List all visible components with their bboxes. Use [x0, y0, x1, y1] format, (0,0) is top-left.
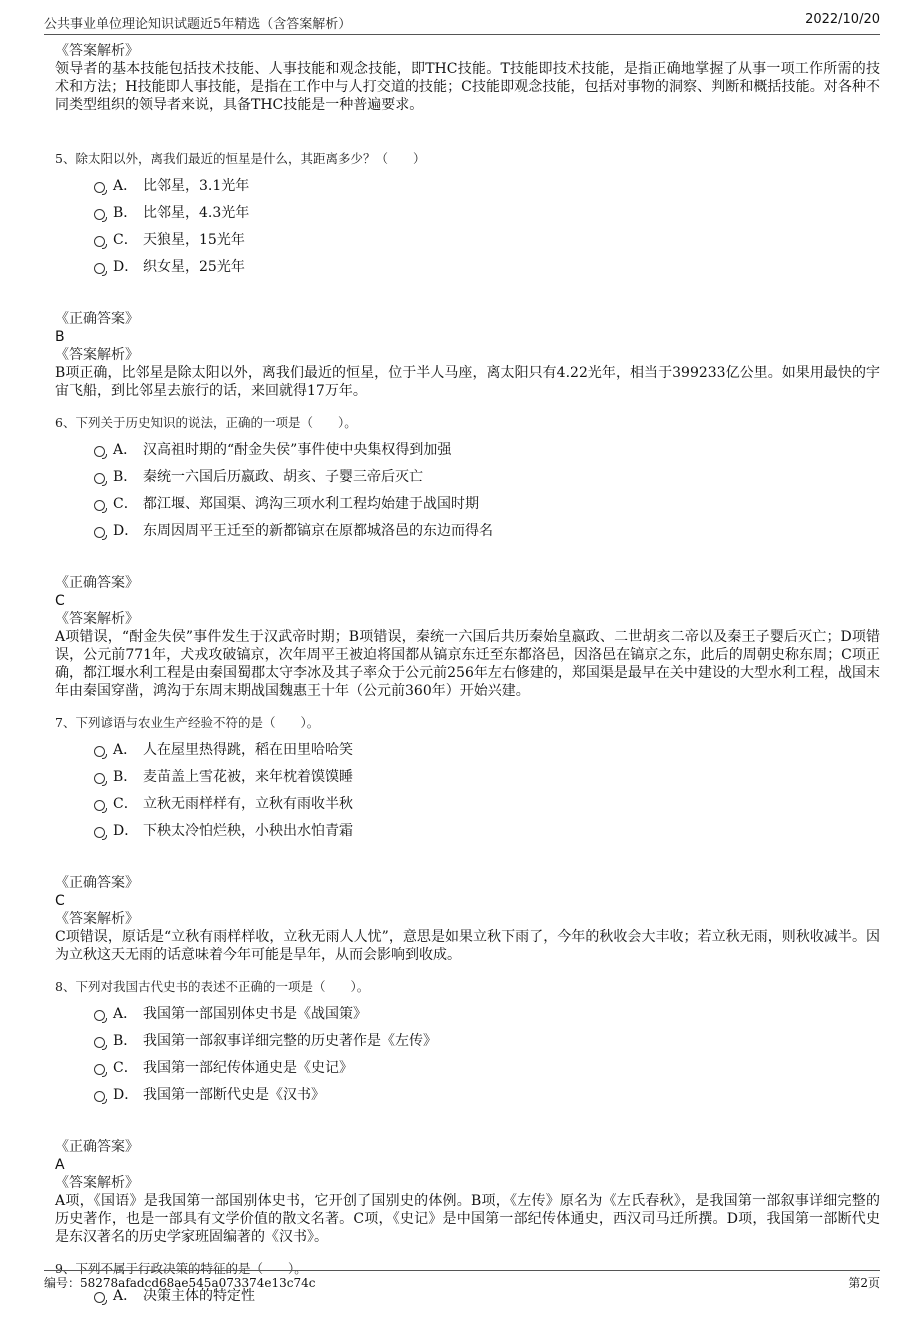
- option-b[interactable]: [55, 201, 880, 228]
- option-text: 我国第一部国别体史书是《战国策》: [143, 1006, 367, 1022]
- option-text: 比邻星，4.3光年: [143, 205, 250, 221]
- correct-answer-label: 《正确答案》: [55, 875, 139, 891]
- option-text: 我国第一部纪传体通史是《史记》: [143, 1060, 353, 1076]
- option-b[interactable]: [55, 465, 880, 492]
- option-letter: A．: [113, 442, 138, 458]
- option-c[interactable]: [55, 228, 880, 255]
- option-a[interactable]: [55, 174, 880, 201]
- correct-answer: C: [55, 593, 65, 609]
- option-letter: B．: [113, 205, 138, 221]
- radio-icon[interactable]: [94, 236, 105, 247]
- correct-answer: A: [55, 1157, 65, 1173]
- radio-icon[interactable]: [94, 827, 105, 838]
- radio-icon[interactable]: [94, 182, 105, 193]
- radio-icon[interactable]: [94, 800, 105, 811]
- option-b[interactable]: [55, 765, 880, 792]
- option-c[interactable]: [55, 492, 880, 519]
- question-6: [55, 414, 880, 700]
- option-list: [55, 438, 880, 546]
- option-letter: A．: [113, 1288, 138, 1304]
- option-a[interactable]: [55, 1002, 880, 1029]
- option-text: 下秧太冷怕烂秧，小秧出水怕青霜: [143, 823, 353, 839]
- option-letter: C．: [113, 496, 138, 512]
- radio-icon[interactable]: [94, 1091, 105, 1102]
- analysis-label: 《答案解析》: [55, 347, 139, 363]
- page-header: [44, 8, 880, 35]
- option-text: 麦苗盖上雪花被，来年枕着馍馍睡: [143, 769, 353, 785]
- option-text: 我国第一部叙事详细完整的历史著作是《左传》: [143, 1033, 437, 1049]
- page-footer: [44, 1270, 880, 1290]
- option-text: 织女星，25光年: [143, 259, 245, 275]
- option-list: [55, 738, 880, 846]
- option-text: 人在屋里热得跳，稻在田里哈哈笑: [143, 742, 353, 758]
- intro-analysis: [55, 42, 880, 114]
- option-text: 决策主体的特定性: [143, 1288, 255, 1304]
- option-letter: B．: [113, 769, 138, 785]
- question-stem: 8、下列对我国古代史书的表述不正确的一项是（ ）。: [55, 979, 370, 994]
- option-text: 我国第一部断代史是《汉书》: [143, 1087, 325, 1103]
- analysis-label: 《答案解析》: [55, 611, 139, 627]
- analysis-label: 《答案解析》: [55, 43, 139, 59]
- radio-icon[interactable]: [94, 1037, 105, 1048]
- radio-icon[interactable]: [94, 1292, 105, 1303]
- option-letter: C．: [113, 796, 138, 812]
- option-c[interactable]: [55, 1056, 880, 1083]
- option-letter: D．: [113, 823, 139, 839]
- radio-icon[interactable]: [94, 773, 105, 784]
- analysis-label: 《答案解析》: [55, 911, 139, 927]
- option-d[interactable]: [55, 255, 880, 282]
- option-b[interactable]: [55, 1029, 880, 1056]
- option-letter: A．: [113, 1006, 138, 1022]
- option-letter: B．: [113, 1033, 138, 1049]
- radio-icon[interactable]: [94, 746, 105, 757]
- correct-answer-label: 《正确答案》: [55, 1139, 139, 1155]
- option-text: 秦统一六国后历嬴政、胡亥、子婴三帝后灭亡: [143, 469, 423, 485]
- option-letter: C．: [113, 232, 138, 248]
- option-text: 东周因周平王迁至的新都镐京在原都城洛邑的东边而得名: [143, 523, 493, 539]
- question-8: [55, 978, 880, 1246]
- option-d[interactable]: [55, 819, 880, 846]
- correct-answer: B: [55, 329, 65, 345]
- option-a[interactable]: [55, 438, 880, 465]
- correct-answer: C: [55, 893, 65, 909]
- option-letter: D．: [113, 1087, 139, 1103]
- option-letter: B．: [113, 469, 138, 485]
- option-list: [55, 174, 880, 282]
- option-c[interactable]: [55, 792, 880, 819]
- question-stem: 6、下列关于历史知识的说法，正确的一项是（ ）。: [55, 415, 357, 430]
- radio-icon[interactable]: [94, 209, 105, 220]
- option-a[interactable]: [55, 738, 880, 765]
- option-letter: D．: [113, 523, 139, 539]
- analysis-text: 领导者的基本技能包括技术技能、人事技能和观念技能，即THC技能。T技能即技术技能，是指正确地掌握了从事一项工作所需的技术和方法；H技能即人事技能，是指在工作中与人打交道的技能；C技能即观念技能，包括对事物的洞察、判断和概括技能。对各种不同类型组织的领导者来说，具备THC技能是一种普遍要求。: [55, 61, 880, 113]
- option-text: 立秋无雨样样有，立秋有雨收半秋: [143, 796, 353, 812]
- question-stem: 9、下列不属于行政决策的特征的是（ ）。: [55, 1261, 307, 1276]
- analysis-label: 《答案解析》: [55, 1175, 139, 1191]
- option-list: [55, 1002, 880, 1110]
- option-letter: A．: [113, 742, 138, 758]
- option-d[interactable]: [55, 519, 880, 546]
- option-text: 天狼星，15光年: [143, 232, 245, 248]
- document-title: 公共事业单位理论知识试题近5年精选（含答案解析）: [44, 17, 352, 32]
- question-7: [55, 714, 880, 964]
- question-stem: 5、除太阳以外，离我们最近的恒星是什么，其距离多少？（ ）: [55, 151, 426, 166]
- radio-icon[interactable]: [94, 473, 105, 484]
- analysis-text: B项正确，比邻星是除太阳以外，离我们最近的恒星，位于半人马座，离太阳只有4.22光年，相当于399233亿公里。如果用最快的宇宙飞船，到比邻星去旅行的话，来回就得17万年。: [55, 365, 880, 399]
- document-date: 2022/10/20: [805, 12, 880, 27]
- analysis-text: C项错误，原话是“立秋有雨样样收，立秋无雨人人忧”，意思是如果立秋下雨了，今年的秋收会大丰收；若立秋无雨，则秋收减半。因为立秋这天无雨的话意味着今年可能是旱年，从而会影响到收成。: [55, 929, 880, 963]
- correct-answer-label: 《正确答案》: [55, 311, 139, 327]
- option-letter: C．: [113, 1060, 138, 1076]
- option-text: 汉高祖时期的“酎金失侯”事件使中央集权得到加强: [143, 442, 452, 458]
- analysis-text: A项错误，“酎金失侯”事件发生于汉武帝时期；B项错误，秦统一六国后共历秦始皇嬴政、二世胡亥二帝以及秦王子婴后灭亡；D项错误，公元前771年，犬戎攻破镐京，次年周平王被迫将国都从镐京东迁至东都洛邑，因洛邑在镐京之东，此后的周朝史称东周；C项正确，都江堰水利工程是由秦国蜀郡太守李冰及其子率众于公元前256年左右修建的，郑国渠是最早在关中建设的大型水利工程，战国末年由秦国穿凿，鸿沟于东周末期战国魏惠王十年（公元前360年）开始兴建。: [55, 629, 880, 699]
- radio-icon[interactable]: [94, 500, 105, 511]
- question-5: [55, 150, 880, 400]
- option-d[interactable]: [55, 1083, 880, 1110]
- correct-answer-label: 《正确答案》: [55, 575, 139, 591]
- analysis-text: A项，《国语》是我国第一部国别体史书，它开创了国别史的体例。B项，《左传》原名为《左氏春秋》，是我国第一部叙事详细完整的历史著作，也是一部具有文学价值的散文名著。C项，《史记》是中国第一部纪传体通史，西汉司马迁所撰。D项，我国第一部断代史是东汉著名的历史学家班固编著的《汉书》。: [55, 1193, 880, 1245]
- document-code: 编号：58278afadcd68ae545a073374e13c74c: [44, 1276, 316, 1290]
- page-number: 第2页: [848, 1276, 880, 1290]
- radio-icon[interactable]: [94, 1010, 105, 1021]
- page-content: [55, 42, 880, 1325]
- option-letter: A．: [113, 178, 138, 194]
- radio-icon[interactable]: [94, 1064, 105, 1075]
- option-text: 比邻星，3.1光年: [143, 178, 250, 194]
- question-stem: 7、下列谚语与农业生产经验不符的是（ ）。: [55, 715, 320, 730]
- radio-icon[interactable]: [94, 527, 105, 538]
- option-letter: D．: [113, 259, 139, 275]
- radio-icon[interactable]: [94, 446, 105, 457]
- option-text: 都江堰、郑国渠、鸿沟三项水利工程均始建于战国时期: [143, 496, 479, 512]
- radio-icon[interactable]: [94, 263, 105, 274]
